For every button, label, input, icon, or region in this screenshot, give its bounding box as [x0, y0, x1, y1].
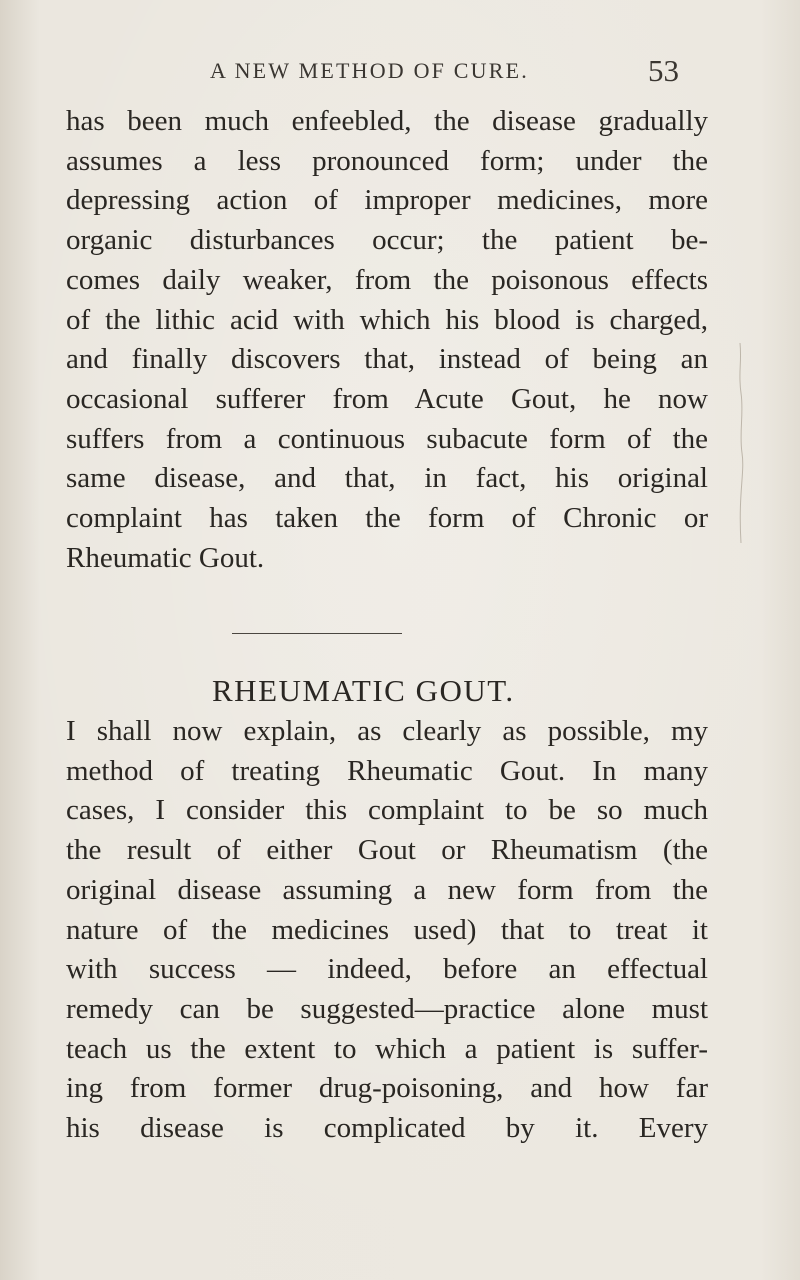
- text-line: method of treating Rheumatic Gout. In many: [66, 754, 708, 787]
- text-line: depressing action of improper medicines, more: [66, 184, 708, 217]
- text-line: with success — indeed, before an effectual: [66, 953, 708, 986]
- page-number: 53: [648, 53, 679, 88]
- text-line: his disease is complicated by it. Every: [66, 1112, 708, 1145]
- text-line: assumes a less pronounced form; under the: [66, 144, 708, 177]
- page-edge-mark: [736, 343, 744, 543]
- text-line: teach us the extent to which a patient is suffer-: [66, 1032, 708, 1065]
- text-line: remedy can be suggested—practice alone must: [66, 992, 708, 1025]
- text-line: I shall now explain, as clearly as possible, my: [66, 715, 708, 747]
- text-line: ing from former drug-poisoning, and how far: [66, 1072, 708, 1105]
- text-line: complaint has taken the form of Chronic or: [66, 502, 708, 535]
- section-divider: [232, 633, 402, 634]
- text-line: has been much enfeebled, the disease gradually: [66, 105, 708, 137]
- text-line: the result of either Gout or Rheumatism (the: [66, 834, 708, 867]
- text-line: occasional sufferer from Acute Gout, he now: [66, 382, 708, 415]
- text-line: cases, I consider this complaint to be so much: [66, 794, 708, 827]
- text-line: nature of the medicines used) that to treat it: [66, 913, 708, 946]
- running-head: [0, 53, 800, 98]
- text-line: comes daily weaker, from the poisonous effects: [66, 263, 708, 296]
- text-line: original disease assuming a new form from the: [66, 873, 708, 906]
- text-line: Rheumatic Gout.: [66, 541, 265, 574]
- paragraph-rheumatic-gout: [66, 712, 708, 1149]
- text-line: suffers from a continuous subacute form of the: [66, 422, 708, 455]
- text-line: same disease, and that, in fact, his original: [66, 462, 708, 495]
- section-heading-text: RHEUMATIC GOUT.: [212, 673, 515, 708]
- text-line: organic disturbances occur; the patient be-: [66, 224, 708, 257]
- running-title: A NEW METHOD OF CURE.: [210, 58, 529, 83]
- text-line: of the lithic acid with which his blood is charged,: [66, 303, 708, 336]
- text-line: and finally discovers that, instead of being an: [66, 343, 708, 376]
- paragraph-continued: [66, 102, 708, 578]
